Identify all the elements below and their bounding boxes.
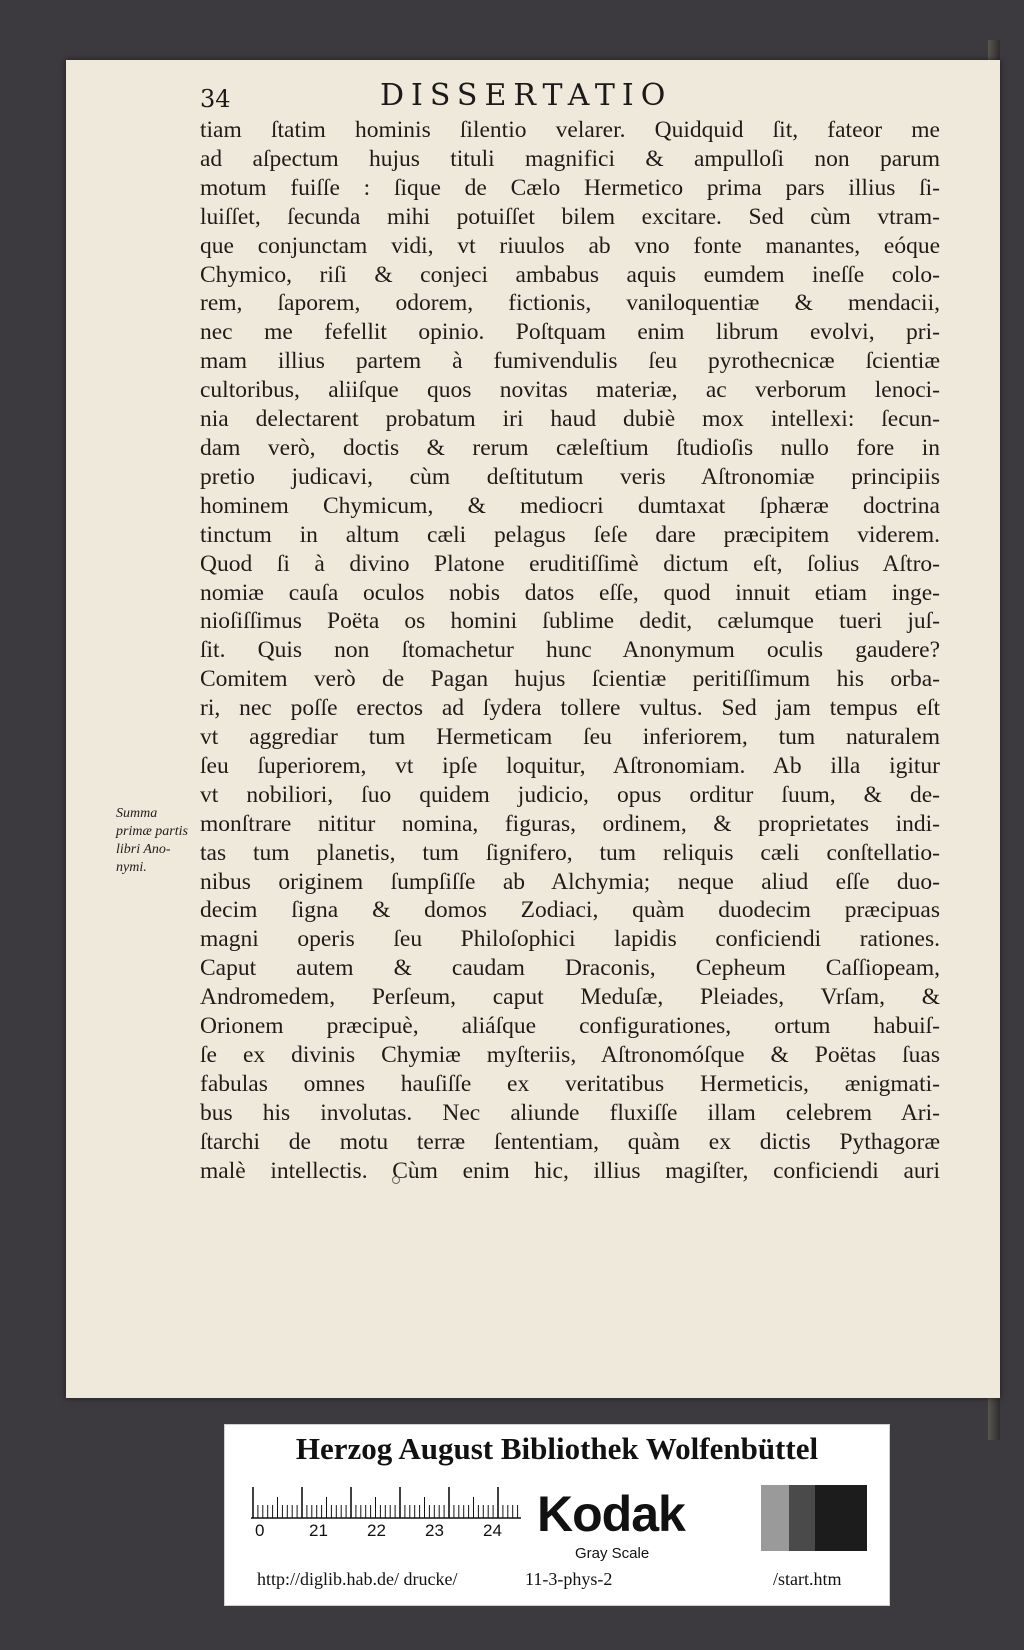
text-line: nomiæ cauſa oculos nobis datos eſſe, quod innuit etiam inge- (200, 579, 940, 606)
text-line: ri, nec poſſe erectos ad ſydera tollere vultus. Sed jam tempus eſt (200, 695, 940, 722)
text-line: nia delectarent probatum iri haud dubiè mox intellexi: ſecun- (200, 406, 940, 433)
ruler-label: 0 (255, 1521, 265, 1540)
page-mark-dot (392, 1176, 400, 1184)
text-line: bus his involutas. Nec aliunde fluxiſſe illam celebrem Ari- (200, 1099, 940, 1126)
marginal-note-line: libri Ano- (116, 842, 171, 857)
library-name: Herzog August Bibliothek Wolfenbüttel (295, 1431, 819, 1466)
text-line: Andromedem, Perſeum, caput Meduſæ, Pleiades, Vrſam, & (200, 984, 940, 1011)
marginal-note-line: primæ partis (116, 824, 188, 839)
text-line: mam illius partem à fumivendulis ſeu pyrothecnicæ ſcientiæ (200, 348, 940, 375)
text-line: dam verò, doctis & rerum cæleſtium ſtudioſis nullo fore in (200, 434, 940, 461)
marginal-note-line: nymi. (116, 860, 147, 875)
text-line: Quod ſi à divino Platone eruditiſſimè dictum eſt, ſolius Aſtro- (200, 550, 940, 577)
running-head: DISSERTATIO (380, 78, 673, 113)
ruler-labels (251, 1521, 521, 1545)
body-text (200, 116, 940, 1186)
url-base: http://diglib.hab.de/ drucke/ (257, 1569, 458, 1589)
text-line: magni operis ſeu Philoſophici lapidis conficiendi rationes. (200, 926, 940, 953)
ruler-label: 21 (309, 1521, 328, 1540)
text-line: ad aſpectum hujus tituli magnifici & ampulloſi non parum (200, 145, 940, 172)
ruler-label: 24 (483, 1521, 502, 1540)
text-line: pretio judicavi, cùm deſtitutum veris Aſtronomiæ principiis (200, 463, 940, 490)
gray-swatch (695, 1485, 761, 1551)
gray-swatch (789, 1485, 815, 1551)
text-line: malè intellectis. Cùm enim hic, illius magiſter, conficiendi auri (200, 1157, 940, 1184)
gray-scale-label: Gray Scale (575, 1545, 650, 1562)
text-line: monſtrare nititur nomina, figuras, ordinem, & proprietates indi- (200, 810, 940, 837)
text-line: nec me fefellit opinio. Poſtquam enim librum evolvi, pri- (200, 319, 940, 346)
ruler-label: 22 (367, 1521, 386, 1540)
text-line: decim ſigna & domos Zodiaci, quàm duodecim præcipuas (200, 897, 940, 924)
gray-swatch (761, 1485, 789, 1551)
text-line: Chymico, riſi & conjeci ambabus aquis eumdem ineſſe colo- (200, 261, 940, 288)
text-line: tiam ſtatim hominis ſilentio velarer. Quidquid ſit, fateor me (200, 117, 940, 143)
text-line: que conjunctam vidi, vt riuulos ab vno fonte manantes, eóque (200, 232, 940, 259)
marginal-note (116, 805, 206, 877)
page-number: 34 (200, 85, 231, 113)
text-line: hominem Chymicum, & mediocri dumtaxat ſphæræ doctrina (200, 492, 940, 519)
text-line: vt nobiliori, ſuo quidem judicio, opus orditur ſuum, & de- (200, 781, 940, 808)
url-signature: 11-3-phys-2 (525, 1569, 613, 1589)
text-line: Orionem præcipuè, aliáſque configurationes, ortum habuiſ- (200, 1013, 940, 1040)
text-line: vt aggrediar tum Hermeticam ſeu inferiorem, tum naturalem (200, 724, 940, 751)
text-line: cultoribus, aliiſque quos novitas materiæ, ac verborum lenoci- (200, 377, 940, 404)
text-line: ſtarchi de motu terræ ſententiam, quàm ex dictis Pythagoræ (200, 1128, 940, 1155)
color-target-card (224, 1424, 890, 1606)
text-line: motum fuiſſe : ſique de Cælo Hermetico prima pars illius ſi- (200, 174, 940, 201)
text-line: ſe ex divinis Chymiæ myſteriis, Aſtronomóſque & Poëtas ſuas (200, 1042, 940, 1068)
url-end: /start.htm (773, 1569, 842, 1589)
text-line: ſeu ſuperiorem, vt ipſe loquitur, Aſtronomiam. Ab illa igitur (200, 752, 940, 779)
text-line: Caput autem & caudam Draconis, Cepheum Caſſiopeam, (200, 955, 940, 982)
text-line: luiſſet, ſecunda mihi potuiſſet bilem excitare. Sed cùm vtram- (200, 203, 940, 230)
kodak-logo: Kodak (537, 1486, 685, 1542)
text-line: fabulas omnes hauſiſſe ex veritatibus Hermeticis, ænigmati- (200, 1070, 940, 1097)
text-line: rem, ſaporem, odorem, fictionis, vaniloquentiæ & mendacii, (200, 290, 940, 317)
gray-swatch (815, 1485, 867, 1551)
text-line: tas tum planetis, tum ſignifero, tum reliquis cæli conſtellatio- (200, 839, 940, 866)
text-line: nioſiſſimus Poëta os homini ſublime dedit, cælumque tueri juſ- (200, 608, 940, 635)
marginal-note-line: Summa (116, 806, 158, 821)
ruler-label: 23 (425, 1521, 444, 1540)
text-line: Comitem verò de Pagan hujus ſcientiæ peritiſſimum his orba- (200, 666, 940, 693)
text-line: ſit. Quis non ſtomachetur hunc Anonymum oculis gaudere? (200, 637, 940, 664)
text-line: tinctum in altum cæli pelagus ſeſe dare præcipitem viderem. (200, 521, 940, 548)
ruler-scale-icon (251, 1487, 521, 1519)
text-line: nibus originem ſumpſiſſe ab Alchymia; neque aliud eſſe duo- (200, 868, 940, 895)
